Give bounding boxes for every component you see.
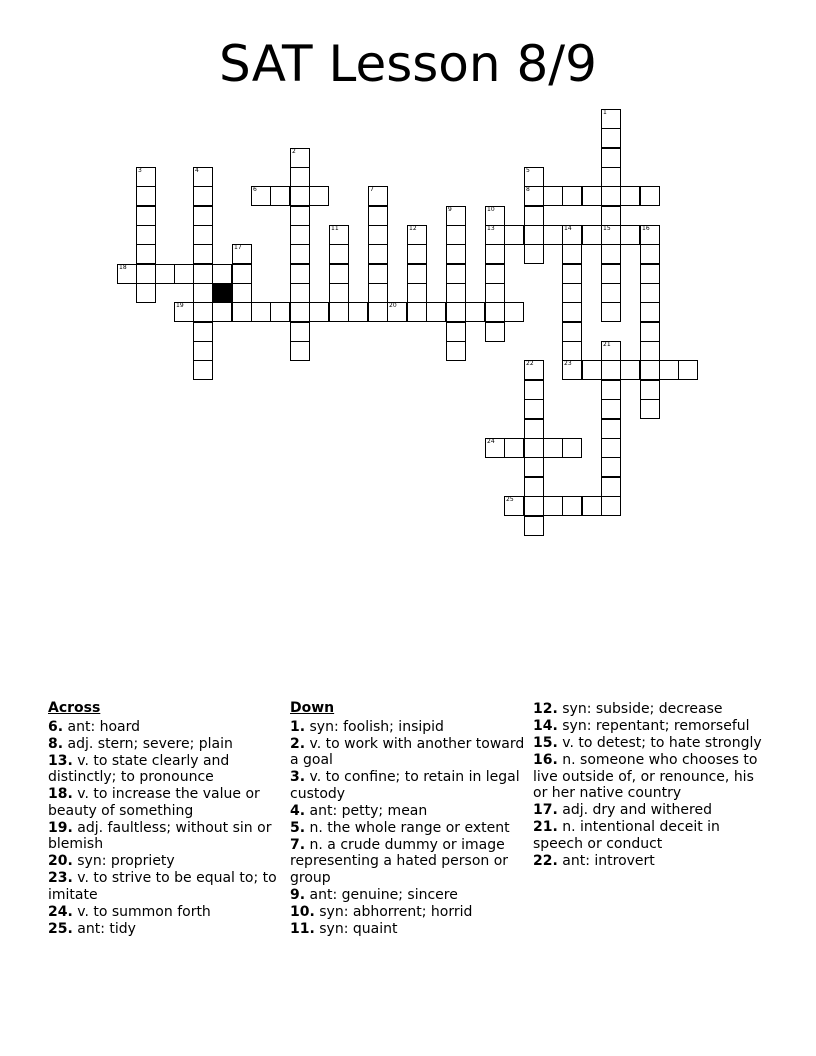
grid-cell[interactable] bbox=[562, 438, 582, 458]
grid-cell[interactable] bbox=[136, 167, 156, 187]
grid-cell[interactable] bbox=[290, 283, 310, 303]
cell-number: 13 bbox=[487, 225, 495, 232]
grid-cell[interactable] bbox=[504, 496, 524, 516]
clue-text: syn: foolish; insipid bbox=[305, 718, 444, 735]
grid-cell[interactable] bbox=[193, 244, 213, 264]
cell-number: 5 bbox=[526, 167, 530, 174]
clue-text: v. to confine; to retain in legal custody bbox=[290, 769, 520, 802]
grid-cell[interactable] bbox=[407, 225, 427, 245]
black-square bbox=[212, 283, 232, 303]
cell-number: 20 bbox=[389, 302, 397, 309]
grid-cell[interactable] bbox=[524, 206, 544, 226]
clue-item bbox=[48, 736, 283, 753]
cell-number: 15 bbox=[603, 225, 611, 232]
clue-item bbox=[48, 753, 283, 786]
grid-cell[interactable] bbox=[640, 380, 660, 400]
across-clues bbox=[48, 700, 283, 938]
clue-text: ant: tidy bbox=[72, 920, 136, 937]
grid-cell[interactable] bbox=[329, 302, 349, 322]
clue-text: n. the whole range or extent bbox=[305, 819, 510, 836]
clue-item bbox=[290, 921, 525, 938]
cell-number: 2 bbox=[292, 148, 296, 155]
grid-cell[interactable] bbox=[601, 186, 621, 206]
grid-cell[interactable] bbox=[446, 225, 466, 245]
grid-cell[interactable] bbox=[407, 264, 427, 284]
clue-number: 5. bbox=[290, 819, 306, 836]
grid-cell[interactable] bbox=[193, 167, 213, 187]
cell-number: 9 bbox=[448, 206, 452, 213]
grid-cell[interactable] bbox=[368, 264, 388, 284]
grid-cell[interactable] bbox=[504, 438, 524, 458]
grid-cell[interactable] bbox=[290, 186, 310, 206]
grid-cell[interactable] bbox=[485, 225, 505, 245]
clue-item bbox=[290, 820, 525, 837]
grid-cell[interactable] bbox=[136, 225, 156, 245]
clue-item bbox=[533, 819, 768, 852]
clue-number: 25. bbox=[48, 920, 73, 937]
grid-cell[interactable] bbox=[485, 302, 505, 322]
clue-text: syn: quaint bbox=[314, 920, 398, 937]
clue-number: 22. bbox=[533, 852, 558, 869]
clue-text: ant: petty; mean bbox=[305, 802, 428, 819]
down-heading: Down bbox=[290, 700, 335, 716]
grid-cell[interactable] bbox=[407, 302, 427, 322]
grid-cell[interactable] bbox=[601, 128, 621, 148]
grid-cell[interactable] bbox=[193, 225, 213, 245]
grid-cell[interactable] bbox=[562, 186, 582, 206]
grid-cell[interactable] bbox=[290, 148, 310, 168]
cell-number: 23 bbox=[564, 360, 572, 367]
clue-item bbox=[533, 802, 768, 819]
clue-number: 9. bbox=[290, 886, 306, 903]
clue-number: 14. bbox=[533, 718, 558, 734]
clue-number: 19. bbox=[48, 819, 73, 836]
down-clues bbox=[290, 700, 525, 938]
clue-text: ant: genuine; sincere bbox=[305, 886, 458, 903]
clue-number: 3. bbox=[290, 769, 306, 785]
grid-cell[interactable] bbox=[524, 438, 544, 458]
grid-cell[interactable] bbox=[601, 283, 621, 303]
grid-cell[interactable] bbox=[368, 283, 388, 303]
cell-number: 17 bbox=[234, 244, 242, 251]
grid-cell[interactable] bbox=[601, 438, 621, 458]
cell-number: 4 bbox=[195, 167, 199, 174]
grid-cell[interactable] bbox=[678, 360, 698, 380]
clue-number: 20. bbox=[48, 853, 73, 869]
grid-cell[interactable] bbox=[640, 225, 660, 245]
clue-item bbox=[290, 719, 525, 736]
clue-number: 12. bbox=[533, 701, 558, 717]
grid-cell[interactable] bbox=[640, 302, 660, 322]
clue-text: n. a crude dummy or image representing a hated person or group bbox=[290, 836, 509, 886]
grid-cell[interactable] bbox=[504, 302, 524, 322]
grid-cell[interactable] bbox=[232, 264, 252, 284]
grid-cell[interactable] bbox=[136, 264, 156, 284]
grid-cell[interactable] bbox=[543, 496, 563, 516]
grid-cell[interactable] bbox=[620, 186, 640, 206]
grid-cell[interactable] bbox=[543, 186, 563, 206]
grid-cell[interactable] bbox=[174, 264, 194, 284]
grid-cell[interactable] bbox=[309, 302, 329, 322]
grid-cell[interactable] bbox=[329, 225, 349, 245]
grid-cell[interactable] bbox=[368, 244, 388, 264]
grid-cell[interactable] bbox=[524, 399, 544, 419]
grid-cell[interactable] bbox=[485, 322, 505, 342]
clue-number: 4. bbox=[290, 802, 306, 819]
grid-cell[interactable] bbox=[582, 186, 602, 206]
grid-cell[interactable] bbox=[601, 360, 621, 380]
clue-text: syn: repentant; remorseful bbox=[557, 718, 750, 734]
clue-text: v. to increase the value or beauty of something bbox=[48, 786, 260, 819]
grid-cell[interactable] bbox=[524, 225, 544, 245]
clue-item bbox=[290, 769, 525, 802]
down-clue-list bbox=[290, 719, 525, 938]
clue-item bbox=[290, 904, 525, 921]
grid-cell[interactable] bbox=[601, 419, 621, 439]
grid-cell[interactable] bbox=[562, 322, 582, 342]
grid-cell[interactable] bbox=[446, 283, 466, 303]
grid-cell[interactable] bbox=[562, 283, 582, 303]
clue-number: 17. bbox=[533, 802, 558, 818]
grid-cell[interactable] bbox=[193, 341, 213, 361]
clue-text: syn: propriety bbox=[72, 853, 175, 869]
down-clues-continued bbox=[533, 701, 768, 870]
grid-cell[interactable] bbox=[193, 283, 213, 303]
grid-cell[interactable] bbox=[193, 206, 213, 226]
clue-text: v. to detest; to hate strongly bbox=[557, 735, 762, 751]
grid-cell[interactable] bbox=[504, 225, 524, 245]
cell-number: 16 bbox=[642, 225, 650, 232]
grid-cell[interactable] bbox=[407, 244, 427, 264]
grid-cell[interactable] bbox=[601, 380, 621, 400]
grid-cell[interactable] bbox=[562, 360, 582, 380]
clue-number: 21. bbox=[533, 819, 558, 835]
clue-text: v. to work with another toward a goal bbox=[290, 735, 525, 768]
grid-cell[interactable] bbox=[601, 206, 621, 226]
clue-number: 8. bbox=[48, 735, 64, 752]
grid-cell[interactable] bbox=[524, 244, 544, 264]
cell-number: 8 bbox=[526, 186, 530, 193]
clue-number: 1. bbox=[290, 718, 306, 735]
clue-item bbox=[48, 853, 283, 870]
grid-cell[interactable] bbox=[524, 186, 544, 206]
grid-cell[interactable] bbox=[232, 244, 252, 264]
down-clue-list-continued bbox=[533, 701, 768, 869]
cell-number: 10 bbox=[487, 206, 495, 213]
grid-cell[interactable] bbox=[290, 167, 310, 187]
clue-item bbox=[48, 820, 283, 853]
grid-cell[interactable] bbox=[620, 225, 640, 245]
grid-cell[interactable] bbox=[485, 264, 505, 284]
grid-cell[interactable] bbox=[193, 302, 213, 322]
clue-number: 23. bbox=[48, 870, 73, 886]
grid-cell[interactable] bbox=[640, 186, 660, 206]
clue-item bbox=[48, 786, 283, 819]
clue-number: 24. bbox=[48, 903, 73, 920]
grid-cell[interactable] bbox=[446, 206, 466, 226]
cell-number: 14 bbox=[564, 225, 572, 232]
grid-cell[interactable] bbox=[232, 302, 252, 322]
grid-cell[interactable] bbox=[640, 283, 660, 303]
grid-cell[interactable] bbox=[524, 360, 544, 380]
grid-cell[interactable] bbox=[640, 399, 660, 419]
cell-number: 12 bbox=[409, 225, 417, 232]
grid-cell[interactable] bbox=[562, 302, 582, 322]
clue-text: v. to strive to be equal to; to imitate bbox=[48, 870, 277, 903]
across-clue-list bbox=[48, 719, 283, 938]
clue-number: 11. bbox=[290, 920, 315, 937]
cell-number: 22 bbox=[526, 360, 534, 367]
grid-cell[interactable] bbox=[582, 360, 602, 380]
clue-text: syn: subside; decrease bbox=[557, 701, 723, 717]
grid-cell[interactable] bbox=[640, 322, 660, 342]
grid-cell[interactable] bbox=[485, 206, 505, 226]
grid-cell[interactable] bbox=[368, 186, 388, 206]
grid-cell[interactable] bbox=[290, 206, 310, 226]
grid-cell[interactable] bbox=[174, 302, 194, 322]
grid-cell[interactable] bbox=[329, 244, 349, 264]
clue-item bbox=[533, 752, 768, 802]
cell-number: 25 bbox=[506, 496, 514, 503]
grid-cell[interactable] bbox=[640, 360, 660, 380]
grid-cell[interactable] bbox=[640, 341, 660, 361]
grid-cell[interactable] bbox=[329, 264, 349, 284]
grid-cell[interactable] bbox=[446, 322, 466, 342]
grid-cell[interactable] bbox=[136, 206, 156, 226]
grid-cell[interactable] bbox=[136, 283, 156, 303]
grid-cell[interactable] bbox=[601, 225, 621, 245]
clue-number: 10. bbox=[290, 903, 315, 920]
grid-cell[interactable] bbox=[117, 264, 137, 284]
clue-number: 16. bbox=[533, 752, 558, 768]
grid-cell[interactable] bbox=[524, 516, 544, 536]
grid-cell[interactable] bbox=[407, 283, 427, 303]
clue-item bbox=[48, 921, 283, 938]
grid-cell[interactable] bbox=[426, 302, 446, 322]
clue-item bbox=[533, 735, 768, 752]
cell-number: 24 bbox=[487, 438, 495, 445]
grid-cell[interactable] bbox=[348, 302, 368, 322]
clue-number: 15. bbox=[533, 735, 558, 751]
grid-cell[interactable] bbox=[193, 322, 213, 342]
grid-cell[interactable] bbox=[562, 496, 582, 516]
cell-number: 21 bbox=[603, 341, 611, 348]
grid-cell[interactable] bbox=[601, 264, 621, 284]
grid-cell[interactable] bbox=[290, 225, 310, 245]
clue-text: v. to summon forth bbox=[72, 903, 211, 920]
grid-cell[interactable] bbox=[290, 322, 310, 342]
grid-cell[interactable] bbox=[155, 264, 175, 284]
clue-item bbox=[533, 853, 768, 870]
grid-cell[interactable] bbox=[290, 341, 310, 361]
grid-cell[interactable] bbox=[562, 244, 582, 264]
clue-item bbox=[48, 870, 283, 903]
clue-text: v. to state clearly and distinctly; to pronounce bbox=[48, 752, 230, 785]
grid-cell[interactable] bbox=[524, 457, 544, 477]
across-heading: Across bbox=[48, 700, 101, 716]
clue-number: 13. bbox=[48, 752, 73, 769]
grid-cell[interactable] bbox=[601, 496, 621, 516]
grid-cell[interactable] bbox=[136, 186, 156, 206]
cell-number: 7 bbox=[370, 186, 374, 193]
grid-cell[interactable] bbox=[601, 457, 621, 477]
clue-number: 7. bbox=[290, 836, 306, 853]
grid-cell[interactable] bbox=[620, 360, 640, 380]
grid-cell[interactable] bbox=[290, 264, 310, 284]
grid-cell[interactable] bbox=[543, 225, 563, 245]
grid-cell[interactable] bbox=[193, 360, 213, 380]
clue-item bbox=[290, 736, 525, 769]
grid-cell[interactable] bbox=[601, 167, 621, 187]
grid-cell[interactable] bbox=[601, 477, 621, 497]
grid-cell[interactable] bbox=[582, 225, 602, 245]
grid-cell[interactable] bbox=[524, 167, 544, 187]
grid-cell[interactable] bbox=[562, 264, 582, 284]
grid-cell[interactable] bbox=[212, 302, 232, 322]
grid-cell[interactable] bbox=[601, 399, 621, 419]
grid-cell[interactable] bbox=[659, 360, 679, 380]
cell-number: 19 bbox=[176, 302, 184, 309]
grid-cell[interactable] bbox=[601, 109, 621, 129]
grid-cell[interactable] bbox=[485, 244, 505, 264]
page-title: SAT Lesson 8/9 bbox=[219, 35, 597, 93]
grid-cell[interactable] bbox=[562, 341, 582, 361]
grid-cell[interactable] bbox=[524, 496, 544, 516]
grid-cell[interactable] bbox=[524, 477, 544, 497]
grid-cell[interactable] bbox=[368, 206, 388, 226]
clue-text: ant: introvert bbox=[557, 852, 655, 869]
clue-number: 2. bbox=[290, 735, 306, 752]
grid-cell[interactable] bbox=[136, 244, 156, 264]
grid-cell[interactable] bbox=[270, 302, 290, 322]
clue-text: adj. dry and withered bbox=[557, 802, 712, 818]
grid-cell[interactable] bbox=[309, 186, 329, 206]
grid-cell[interactable] bbox=[368, 302, 388, 322]
grid-cell[interactable] bbox=[251, 186, 271, 206]
grid-cell[interactable] bbox=[562, 225, 582, 245]
grid-cell[interactable] bbox=[601, 148, 621, 168]
clue-text: adj. stern; severe; plain bbox=[63, 735, 233, 752]
grid-cell[interactable] bbox=[193, 186, 213, 206]
grid-cell[interactable] bbox=[446, 302, 466, 322]
clue-item bbox=[48, 904, 283, 921]
grid-cell[interactable] bbox=[212, 264, 232, 284]
clue-item bbox=[48, 719, 283, 736]
grid-cell[interactable] bbox=[193, 264, 213, 284]
clue-text: n. intentional deceit in speech or conduct bbox=[533, 819, 720, 852]
grid-cell[interactable] bbox=[524, 380, 544, 400]
grid-cell[interactable] bbox=[368, 225, 388, 245]
clue-item bbox=[290, 837, 525, 887]
grid-cell[interactable] bbox=[251, 302, 271, 322]
grid-cell[interactable] bbox=[387, 302, 407, 322]
clue-item bbox=[533, 718, 768, 735]
cell-number: 11 bbox=[331, 225, 339, 232]
grid-cell[interactable] bbox=[601, 302, 621, 322]
cell-number: 1 bbox=[603, 109, 607, 116]
grid-cell[interactable] bbox=[582, 496, 602, 516]
grid-cell[interactable] bbox=[465, 302, 485, 322]
grid-cell[interactable] bbox=[270, 186, 290, 206]
grid-cell[interactable] bbox=[485, 438, 505, 458]
grid-cell[interactable] bbox=[232, 283, 252, 303]
cell-number: 18 bbox=[119, 264, 127, 271]
clue-text: ant: hoard bbox=[63, 718, 141, 735]
cell-number: 6 bbox=[253, 186, 257, 193]
clue-text: n. someone who chooses to live outside of, or renounce, his or her native country bbox=[533, 752, 758, 801]
grid-cell[interactable] bbox=[601, 341, 621, 361]
grid-cell[interactable] bbox=[329, 283, 349, 303]
clue-text: syn: abhorrent; horrid bbox=[314, 903, 473, 920]
grid-cell[interactable] bbox=[640, 264, 660, 284]
grid-cell[interactable] bbox=[290, 302, 310, 322]
clue-item bbox=[290, 887, 525, 904]
grid-cell[interactable] bbox=[524, 419, 544, 439]
grid-cell[interactable] bbox=[543, 438, 563, 458]
grid-cell[interactable] bbox=[601, 244, 621, 264]
cell-number: 3 bbox=[138, 167, 142, 174]
grid-cell[interactable] bbox=[446, 264, 466, 284]
clue-number: 18. bbox=[48, 786, 73, 802]
grid-cell[interactable] bbox=[290, 244, 310, 264]
clue-number: 6. bbox=[48, 718, 64, 735]
grid-cell[interactable] bbox=[640, 244, 660, 264]
grid-cell[interactable] bbox=[446, 244, 466, 264]
grid-cell[interactable] bbox=[485, 283, 505, 303]
grid-cell[interactable] bbox=[446, 341, 466, 361]
clue-item bbox=[290, 803, 525, 820]
clue-item bbox=[533, 701, 768, 718]
clue-text: adj. faultless; without sin or blemish bbox=[48, 819, 272, 852]
